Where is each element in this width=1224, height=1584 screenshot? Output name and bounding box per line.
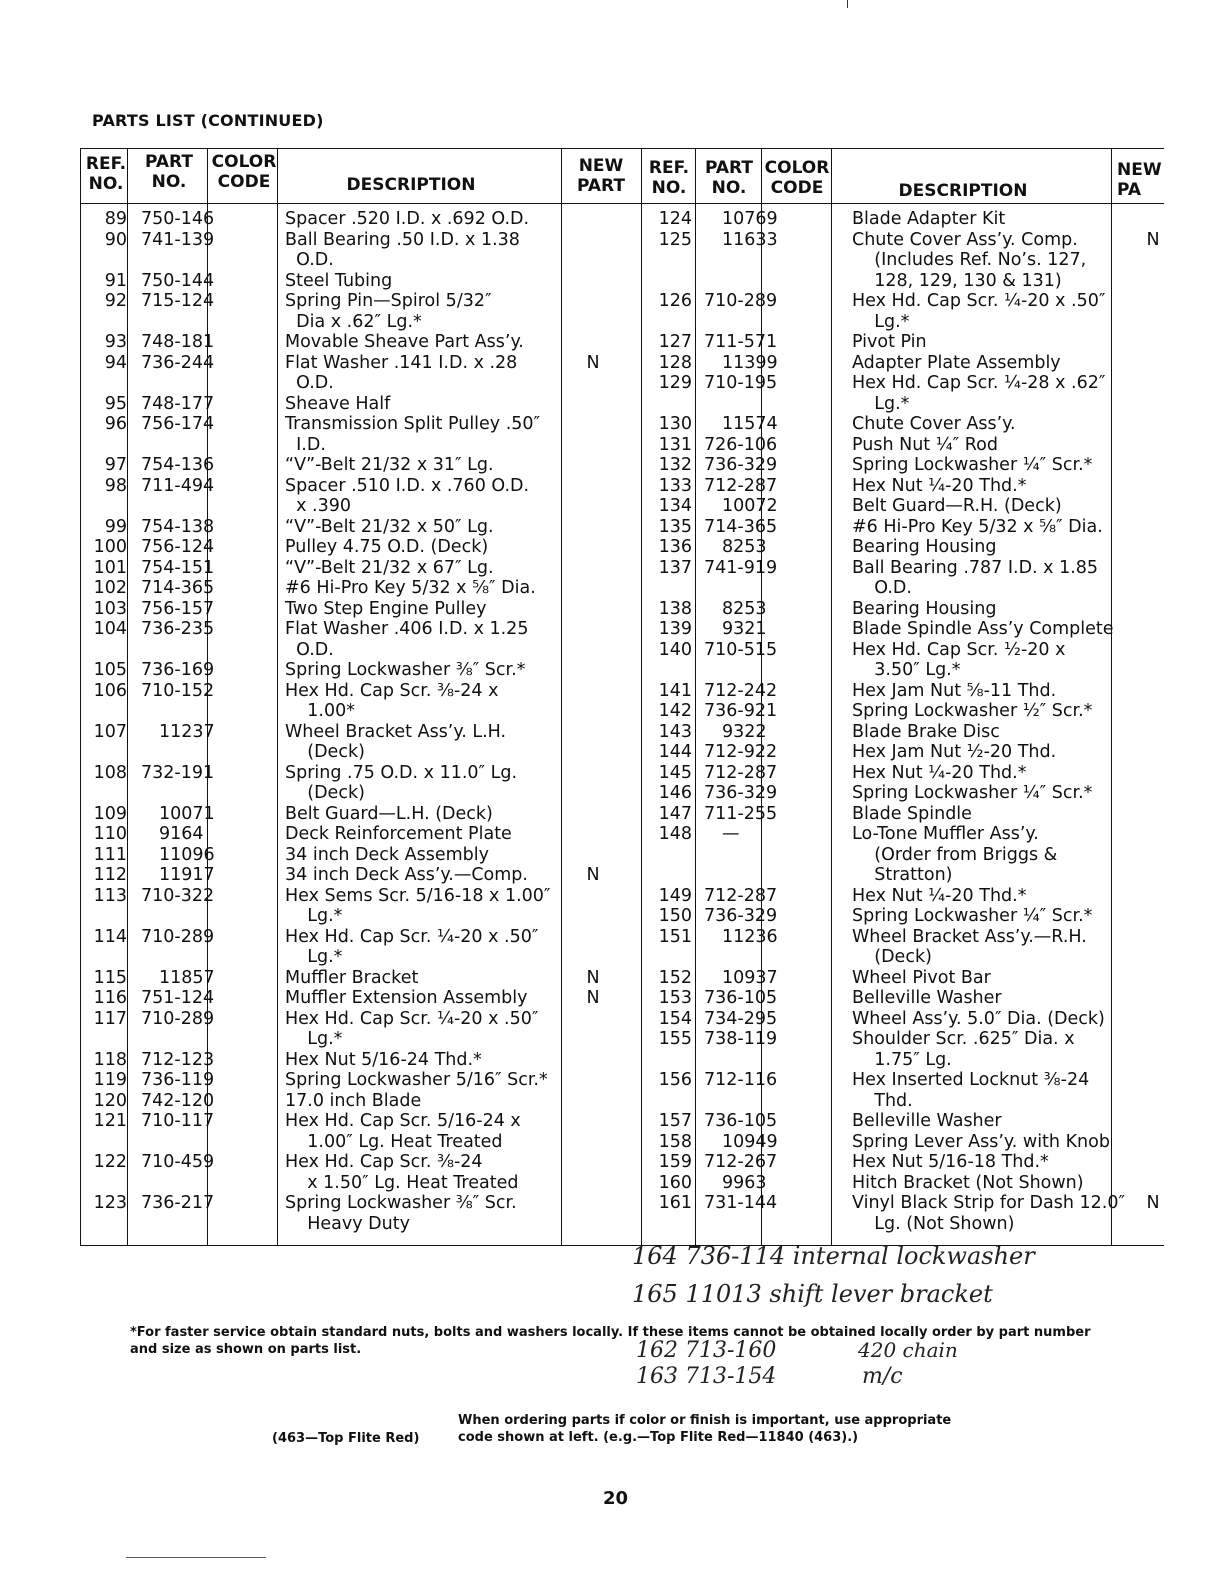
- description: Blade Brake Disc: [852, 721, 1000, 742]
- ref-number: 160: [658, 1172, 692, 1193]
- description: Hex Inserted Locknut ⅜-24 Thd.: [852, 1070, 1090, 1111]
- ref-number: 103: [93, 598, 127, 619]
- part-number: 734-295: [704, 1008, 778, 1029]
- ref-number: 95: [104, 393, 127, 414]
- part-number: 9164: [159, 824, 204, 844]
- new-part-flag: N: [1146, 1193, 1160, 1213]
- part-number: 11857: [159, 967, 215, 988]
- description: Chute Cover Ass’y. Comp. (Includes Ref. No’s. 127, 128, 129, 130 & 131): [852, 229, 1087, 291]
- page-title: PARTS LIST (CONTINUED): [92, 111, 324, 130]
- ref-number: 106: [93, 680, 127, 701]
- description: Flat Washer .406 I.D. x 1.25 O.D.: [285, 619, 529, 660]
- description: Hex Nut 5/16-18 Thd.*: [852, 1152, 1049, 1172]
- part-number: 710-195: [704, 373, 778, 393]
- ref-number: 158: [658, 1131, 692, 1152]
- part-number: 756-157: [141, 598, 215, 619]
- ref-number: 118: [93, 1049, 127, 1070]
- description: Vinyl Black Strip for Dash 12.0″ Lg. (Not Shown): [852, 1193, 1126, 1234]
- description: Blade Spindle Ass’y Complete: [852, 619, 1114, 639]
- description: Wheel Bracket Ass’y. L.H. (Deck): [285, 721, 507, 762]
- divider: [561, 149, 562, 1245]
- description: Adapter Plate Assembly: [852, 352, 1061, 373]
- description: Wheel Ass’y. 5.0″ Dia. (Deck): [852, 1008, 1105, 1029]
- ref-number: 109: [93, 803, 127, 824]
- part-number: 710-289: [141, 1008, 215, 1029]
- handwritten-note: 164 736-114 internal lockwasher: [632, 1242, 1035, 1270]
- header-ref-right: REF. NO.: [648, 158, 690, 198]
- part-number: 748-181: [141, 332, 215, 352]
- description: Hex Hd. Cap Scr. ⅜-24 x 1.50″ Lg. Heat Treated: [285, 1152, 519, 1193]
- part-number: 710-459: [141, 1152, 215, 1172]
- description: Spring Pin—Spirol 5/32″ Dia x .62″ Lg.*: [285, 291, 492, 332]
- description: Steel Tubing: [285, 270, 393, 291]
- header-part: PART NO.: [145, 152, 193, 192]
- handwritten-note: 165 11013 shift lever bracket: [632, 1280, 993, 1308]
- part-number: 712-922: [704, 742, 778, 762]
- description: Hex Hd. Cap Scr. ¼-28 x .62″ Lg.*: [852, 373, 1106, 414]
- part-number: 742-120: [141, 1090, 215, 1111]
- description: Hex Hd. Cap Scr. ¼-20 x .50″ Lg.*: [285, 926, 539, 967]
- part-number: 711-571: [704, 332, 778, 352]
- header-part-right: PART NO.: [705, 158, 753, 198]
- description: 34 inch Deck Assembly: [285, 844, 489, 865]
- footnote: *For faster service obtain standard nuts, bolts and washers locally. If these items cannot be obtained locally order by part number and size as shown on parts list.: [130, 1325, 1091, 1357]
- description: “V”-Belt 21/32 x 67″ Lg.: [285, 557, 494, 578]
- ref-number: 133: [658, 475, 692, 496]
- header-color-right: COLOR CODE: [764, 158, 830, 198]
- ref-number: 119: [93, 1070, 127, 1090]
- description: 17.0 inch Blade: [285, 1090, 422, 1111]
- divider: [695, 149, 696, 1245]
- divider: [277, 149, 278, 1245]
- description: Push Nut ¼″ Rod: [852, 434, 998, 455]
- parts-table: [80, 148, 1164, 1246]
- new-part-flag: N: [586, 988, 600, 1008]
- ref-number: 145: [658, 762, 692, 783]
- description: Wheel Pivot Bar: [852, 967, 991, 988]
- description: Chute Cover Ass’y.: [852, 414, 1016, 434]
- part-number: 11096: [159, 844, 215, 865]
- description: Hex Nut 5/16-24 Thd.*: [285, 1049, 482, 1070]
- ordering-note: When ordering parts if color or finish is important, use appropriate code shown at left. (e.g.—Top Flite Red—11840 (463).): [458, 1413, 952, 1445]
- description: Spring Lever Ass’y. with Knob: [852, 1131, 1110, 1152]
- ref-number: 96: [104, 414, 127, 434]
- description: Hex Jam Nut ½-20 Thd.: [852, 742, 1057, 762]
- description: Hex Sems Scr. 5/16-18 x 1.00″ Lg.*: [285, 885, 551, 926]
- ref-number: 115: [93, 967, 127, 988]
- ref-number: 151: [658, 926, 692, 947]
- new-part-flag: N: [1146, 229, 1160, 250]
- ref-number: 98: [104, 475, 127, 496]
- divider: [641, 149, 642, 1245]
- part-number: 710-289: [141, 926, 215, 947]
- part-number: 732-191: [141, 762, 215, 783]
- part-number: 756-124: [141, 537, 215, 557]
- description: 34 inch Deck Ass’y.—Comp.: [285, 865, 528, 885]
- ref-number: 126: [658, 291, 692, 311]
- description: Muffler Extension Assembly: [285, 988, 528, 1008]
- ref-number: 93: [104, 332, 127, 352]
- part-number: 11399: [722, 352, 778, 373]
- part-number: 748-177: [141, 393, 215, 414]
- part-number: 11917: [159, 865, 215, 885]
- ref-number: 91: [104, 270, 127, 291]
- part-number: 710-289: [704, 291, 778, 311]
- part-number: 10072: [722, 496, 778, 516]
- ref-number: 139: [658, 619, 692, 639]
- part-number: 11633: [722, 229, 778, 250]
- ref-number: 156: [658, 1070, 692, 1090]
- header-new-part: NEW PART: [577, 156, 625, 196]
- ref-number: 159: [658, 1152, 692, 1172]
- scan-mark: [847, 0, 848, 8]
- description: Two Step Engine Pulley: [285, 598, 487, 619]
- description: Spacer .510 I.D. x .760 O.D. x .390: [285, 475, 530, 516]
- description: Hex Nut ¼-20 Thd.*: [852, 762, 1027, 783]
- part-number: 711-494: [141, 475, 215, 496]
- ref-number: 97: [104, 455, 127, 475]
- part-number: 736-244: [141, 352, 215, 373]
- part-number: 750-146: [141, 209, 215, 229]
- ref-number: 134: [658, 496, 692, 516]
- ref-number: 116: [93, 988, 127, 1008]
- ref-number: 112: [93, 865, 127, 885]
- ref-number: 153: [658, 988, 692, 1008]
- ref-number: 157: [658, 1111, 692, 1131]
- ref-number: 150: [658, 906, 692, 926]
- page-number: 20: [603, 1488, 629, 1509]
- description: Deck Reinforcement Plate: [285, 824, 512, 844]
- description: Ball Bearing .787 I.D. x 1.85 O.D.: [852, 557, 1099, 598]
- description: Belleville Washer: [852, 988, 1002, 1008]
- header-color: COLOR CODE: [211, 152, 277, 192]
- part-number: 10769: [722, 209, 778, 229]
- ref-number: 89: [104, 209, 127, 229]
- part-number: 712-267: [704, 1152, 778, 1172]
- part-number: 10949: [722, 1131, 778, 1152]
- ref-number: 100: [93, 537, 127, 557]
- ref-number: 142: [658, 701, 692, 721]
- ref-number: 110: [93, 824, 127, 844]
- part-number: 738-119: [704, 1029, 778, 1049]
- description: Hex Hd. Cap Scr. ½-20 x 3.50″ Lg.*: [852, 639, 1066, 680]
- description: Blade Adapter Kit: [852, 209, 1006, 229]
- header-ref: REF. NO.: [85, 154, 127, 194]
- description: Bearing Housing: [852, 598, 997, 619]
- part-number: 741-139: [141, 229, 215, 250]
- new-part-flag: N: [586, 967, 600, 988]
- ref-number: 105: [93, 660, 127, 680]
- part-number: 714-365: [704, 516, 778, 537]
- part-number: 754-136: [141, 455, 215, 475]
- part-number: 8253: [722, 598, 767, 619]
- ref-number: 123: [93, 1193, 127, 1213]
- part-number: 754-138: [141, 516, 215, 537]
- part-number: 750-144: [141, 270, 215, 291]
- part-number: 9321: [722, 619, 767, 639]
- description: Flat Washer .141 I.D. x .28 O.D.: [285, 352, 518, 393]
- ref-number: 117: [93, 1008, 127, 1029]
- description: Pulley 4.75 O.D. (Deck): [285, 537, 489, 557]
- ref-number: 124: [658, 209, 692, 229]
- part-number: 751-124: [141, 988, 215, 1008]
- part-number: 736-105: [704, 1111, 778, 1131]
- ref-number: 107: [93, 721, 127, 742]
- ref-number: 108: [93, 762, 127, 783]
- ref-number: 125: [658, 229, 692, 250]
- part-number: 736-329: [704, 783, 778, 803]
- ref-number: 101: [93, 557, 127, 578]
- description: Hex Nut ¼-20 Thd.*: [852, 475, 1027, 496]
- part-number: 710-515: [704, 639, 778, 660]
- ref-number: 120: [93, 1090, 127, 1111]
- description: Shoulder Scr. .625″ Dia. x 1.75″ Lg.: [852, 1029, 1075, 1070]
- header-new-part-right: NEW PA: [1117, 160, 1162, 200]
- ref-number: 147: [658, 803, 692, 824]
- description: Belt Guard—L.H. (Deck): [285, 803, 493, 824]
- ref-number: 136: [658, 537, 692, 557]
- ref-number: 148: [658, 824, 692, 844]
- description: Belt Guard—R.H. (Deck): [852, 496, 1062, 516]
- description: Spring Lockwasher ½″ Scr.*: [852, 701, 1093, 721]
- ref-number: 161: [658, 1193, 692, 1213]
- ref-number: 99: [104, 516, 127, 537]
- ref-number: 152: [658, 967, 692, 988]
- part-number: 736-329: [704, 906, 778, 926]
- description: Ball Bearing .50 I.D. x 1.38 O.D.: [285, 229, 520, 270]
- description: Lo-Tone Muffler Ass’y. (Order from Briggs & Stratton): [852, 824, 1058, 885]
- description: Pivot Pin: [852, 332, 927, 352]
- divider: [1111, 149, 1112, 1245]
- ref-number: 130: [658, 414, 692, 434]
- part-number: 11236: [722, 926, 778, 947]
- description: Transmission Split Pulley .50″ I.D.: [285, 414, 541, 455]
- description: Hex Hd. Cap Scr. ¼-20 x .50″ Lg.*: [852, 291, 1106, 332]
- header-description: DESCRIPTION: [346, 175, 476, 195]
- ref-number: 141: [658, 680, 692, 701]
- part-number: 9322: [722, 721, 767, 742]
- description: #6 Hi-Pro Key 5/32 x ⅝″ Dia.: [285, 578, 536, 598]
- ref-number: 122: [93, 1152, 127, 1172]
- description: Hex Jam Nut ⅝-11 Thd.: [852, 680, 1057, 701]
- new-part-flag: N: [586, 865, 600, 885]
- ref-number: 138: [658, 598, 692, 619]
- description: Muffler Bracket: [285, 967, 419, 988]
- description: Spring Lockwasher ⅜″ Scr. Heavy Duty: [285, 1193, 517, 1234]
- ref-number: 121: [93, 1111, 127, 1131]
- part-number: 712-123: [141, 1049, 215, 1070]
- description: Spring Lockwasher ¼″ Scr.*: [852, 455, 1093, 475]
- part-number: —: [722, 824, 740, 844]
- ref-number: 114: [93, 926, 127, 947]
- ref-number: 90: [104, 229, 127, 250]
- header-description-right: DESCRIPTION: [898, 181, 1028, 201]
- part-number: 715-124: [141, 291, 215, 311]
- description: Hex Hd. Cap Scr. 5/16-24 x 1.00″ Lg. Heat Treated: [285, 1111, 521, 1152]
- part-number: 712-287: [704, 475, 778, 496]
- divider: [127, 149, 128, 1245]
- part-number: 736-217: [141, 1193, 215, 1213]
- ref-number: 140: [658, 639, 692, 660]
- handwritten-note: 162 713-160: [636, 1338, 777, 1363]
- ref-number: 92: [104, 291, 127, 311]
- part-number: 11574: [722, 414, 778, 434]
- ref-number: 143: [658, 721, 692, 742]
- ref-number: 137: [658, 557, 692, 578]
- part-number: 710-322: [141, 885, 215, 906]
- ref-number: 102: [93, 578, 127, 598]
- ref-number: 146: [658, 783, 692, 803]
- part-number: 8253: [722, 537, 767, 557]
- part-number: 10937: [722, 967, 778, 988]
- description: Spring .75 O.D. x 11.0″ Lg. (Deck): [285, 762, 518, 803]
- description: Spring Lockwasher 5/16″ Scr.*: [285, 1070, 548, 1090]
- part-number: 710-117: [141, 1111, 215, 1131]
- color-code-note: (463—Top Flite Red): [272, 1431, 420, 1446]
- description: Spring Lockwasher ¼″ Scr.*: [852, 783, 1093, 803]
- scan-rule: [126, 1557, 266, 1558]
- description: “V”-Belt 21/32 x 31″ Lg.: [285, 455, 494, 475]
- ref-number: 113: [93, 885, 127, 906]
- part-number: 741-919: [704, 557, 778, 578]
- part-number: 726-106: [704, 434, 778, 455]
- description: Hex Hd. Cap Scr. ¼-20 x .50″ Lg.*: [285, 1008, 539, 1049]
- description: Blade Spindle: [852, 803, 972, 824]
- part-number: 9963: [722, 1172, 767, 1193]
- ref-number: 135: [658, 516, 692, 537]
- handwritten-note: 420 chain: [858, 1338, 958, 1362]
- description: Belleville Washer: [852, 1111, 1002, 1131]
- description: Hex Hd. Cap Scr. ⅜-24 x 1.00*: [285, 680, 499, 721]
- part-number: 711-255: [704, 803, 778, 824]
- part-number: 736-119: [141, 1070, 215, 1090]
- ref-number: 94: [104, 352, 127, 373]
- ref-number: 132: [658, 455, 692, 475]
- description: Sheave Half: [285, 393, 391, 414]
- ref-number: 154: [658, 1008, 692, 1029]
- description: Bearing Housing: [852, 537, 997, 557]
- handwritten-note: 163 713-154: [636, 1364, 777, 1389]
- description: Movable Sheave Part Ass’y.: [285, 332, 524, 352]
- new-part-flag: N: [586, 352, 600, 373]
- handwritten-note: m/c: [862, 1364, 903, 1389]
- description: Spring Lockwasher ¼″ Scr.*: [852, 906, 1093, 926]
- part-number: 736-169: [141, 660, 215, 680]
- part-number: 712-287: [704, 885, 778, 906]
- part-number: 756-174: [141, 414, 215, 434]
- ref-number: 111: [93, 844, 127, 865]
- ref-number: 155: [658, 1029, 692, 1049]
- ref-number: 149: [658, 885, 692, 906]
- part-number: 712-116: [704, 1070, 778, 1090]
- part-number: 712-287: [704, 762, 778, 783]
- ref-number: 129: [658, 373, 692, 393]
- ref-number: 128: [658, 352, 692, 373]
- description: Spring Lockwasher ⅜″ Scr.*: [285, 660, 526, 680]
- header-rule: [81, 203, 1164, 204]
- description: Hex Nut ¼-20 Thd.*: [852, 885, 1027, 906]
- part-number: 754-151: [141, 557, 215, 578]
- part-number: 731-144: [704, 1193, 778, 1213]
- ref-number: 127: [658, 332, 692, 352]
- part-number: 712-242: [704, 680, 778, 701]
- description: Hitch Bracket (Not Shown): [852, 1172, 1084, 1193]
- part-number: 736-105: [704, 988, 778, 1008]
- part-number: 710-152: [141, 680, 215, 701]
- part-number: 714-365: [141, 578, 215, 598]
- ref-number: 104: [93, 619, 127, 639]
- ref-number: 131: [658, 434, 692, 455]
- part-number: 11237: [159, 721, 215, 742]
- part-number: 736-235: [141, 619, 215, 639]
- description: #6 Hi-Pro Key 5/32 x ⅝″ Dia.: [852, 516, 1103, 537]
- part-number: 10071: [159, 803, 215, 824]
- divider: [831, 149, 832, 1245]
- description: “V”-Belt 21/32 x 50″ Lg.: [285, 516, 494, 537]
- description: Wheel Bracket Ass’y.—R.H. (Deck): [852, 926, 1087, 967]
- description: Spacer .520 I.D. x .692 O.D.: [285, 209, 530, 229]
- part-number: 736-921: [704, 701, 778, 721]
- ref-number: 144: [658, 742, 692, 762]
- part-number: 736-329: [704, 455, 778, 475]
